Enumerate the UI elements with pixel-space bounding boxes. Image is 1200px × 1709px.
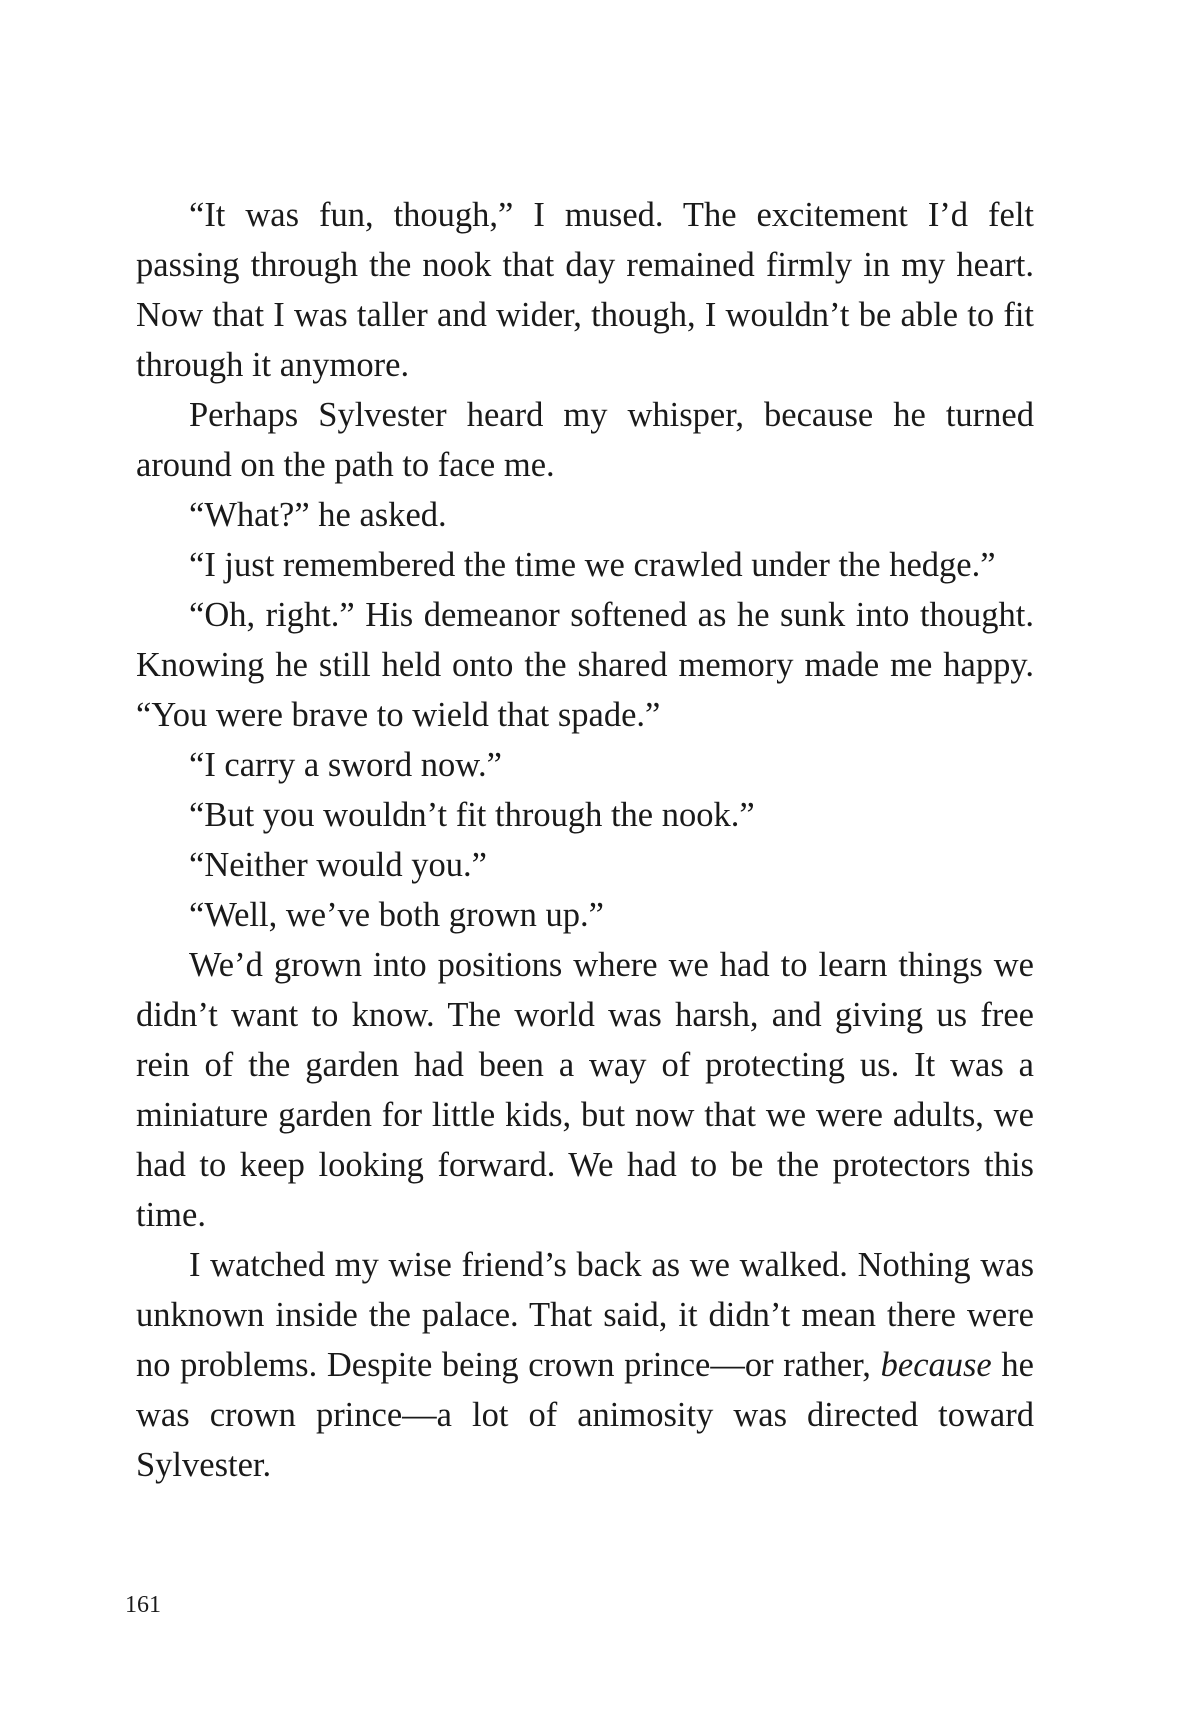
paragraph-9: “Well, we’ve both grown up.” [189,896,604,934]
paragraph-11 [136,1240,1034,1490]
paragraph-11-end: he was crown prince—a lot of animosity was directed toward Sylvester. [136,1346,1034,1484]
paragraph-3: “What?” he asked. [189,496,447,534]
body-text [136,190,1034,1490]
paragraph-2: Perhaps Sylvester heard my whisper, because he turned around on the path to face me. [136,396,1034,484]
paragraph-5: “Oh, right.” His demeanor softened as he sunk into thought. Knowing he still held onto the shared memory made me happy. “You were brave to wield that spade.” [136,596,1034,734]
paragraph-4: “I just remembered the time we crawled under the hedge.” [189,546,996,584]
paragraph-1: “It was fun, though,” I mused. The excitement I’d felt passing through the nook that day remained firmly in my heart. Now that I was taller and wider, though, I wouldn’t be able to fit through it anymore. [136,196,1034,384]
paragraph-11-start: I watched my wise friend’s back as we walked. Nothing was unknown inside the palace. That said, it didn’t mean there were no problems. Despite being crown prince—or rather, [136,1246,1034,1384]
paragraph-6: “I carry a sword now.” [189,746,502,784]
paragraph-10: We’d grown into positions where we had to learn things we didn’t want to know. The world was harsh, and giving us free rein of the garden had been a way of protecting us. It was a miniature garden for little kids, but now that we were adults, we had to keep looking forward. We had to be the protectors this time. [136,946,1034,1234]
paragraph-8: “Neither would you.” [189,846,487,884]
paragraph-7: “But you wouldn’t fit through the nook.” [189,796,755,834]
page-number: 161 [125,1592,161,1618]
emphasis-word: because [880,1346,992,1384]
